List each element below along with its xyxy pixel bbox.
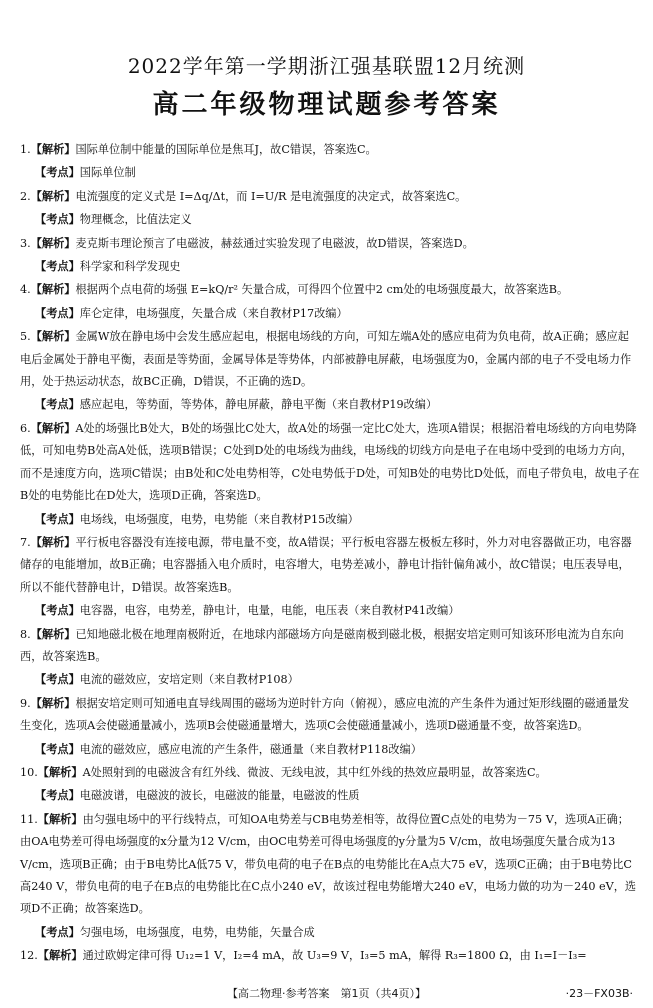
item-number: 10. xyxy=(20,765,38,779)
point-tag: 【考点】 xyxy=(35,259,80,274)
analysis-tag: 【解析】 xyxy=(30,626,76,641)
analysis-text: A处的场强比B处大，B处的场强比C处大，故A处的场强一定比C处大，选项A错误；根据沿着电场线的方向电势降低，可知电势B处高A处低，选项B错误；C处到D处的电场线为曲线，电场线的切线方向是电子在电场中受到的电场力方向，而不是速度方向，选项C错误；由B处和C处电势相等，C处电势低于D处，可知B处的电势比D处低，而电子带负电，故电子在B处的电势能比在D处大，选项D正确，答案选D。 xyxy=(20,421,640,503)
analysis-text: 金属W放在静电场中会发生感应起电，根据电场线的方向，可知左端A处的感应电荷为负电荷，故A正确；感应起电后金属处于静电平衡，表面是等势面，金属导体是等势体，内部被静电屏蔽，电场强度为0，金属内部的电子不受电场力作用，处于热运动状态，故BC正确，D错误，不正确的选D。 xyxy=(20,330,632,389)
answer-title: 高二年级物理试题参考答案 xyxy=(152,90,501,120)
analysis-tag: 【解析】 xyxy=(30,282,76,297)
point-line xyxy=(20,668,640,691)
point-text: 电流的磁效应，感应电流的产生条件，磁通量（来自教材P118改编） xyxy=(79,742,422,756)
answer-item xyxy=(20,417,640,508)
footer-code: ·23－FX03B· xyxy=(565,987,633,1000)
answer-item xyxy=(20,232,640,255)
point-tag: 【考点】 xyxy=(35,305,80,320)
answer-item xyxy=(20,944,640,967)
point-tag: 【考点】 xyxy=(35,511,80,526)
point-text: 物理概念，比值法定义 xyxy=(79,213,192,227)
item-number: 5. xyxy=(20,330,31,344)
point-text: 库仑定律，电场强度，矢量合成（来自教材P17改编） xyxy=(79,306,348,320)
point-text: 国际单位制 xyxy=(79,166,136,180)
point-line xyxy=(20,921,640,944)
answer-item xyxy=(20,531,640,599)
analysis-tag: 【解析】 xyxy=(30,329,76,344)
page-footer xyxy=(0,983,653,1003)
analysis-text: 电流强度的定义式是 I=Δq/Δt，而 I=U/R 是电流强度的决定式，故答案选C。 xyxy=(75,189,467,203)
point-tag: 【考点】 xyxy=(35,603,80,618)
item-number: 4. xyxy=(20,283,31,297)
point-text: 感应起电，等势面，等势体，静电屏蔽，静电平衡（来自教材P19改编） xyxy=(79,398,438,412)
point-text: 电场线，电场强度，电势，电势能（来自教材P15改编） xyxy=(79,512,359,526)
answer-item xyxy=(20,278,640,301)
analysis-tag: 【解析】 xyxy=(30,695,76,710)
item-number: 1. xyxy=(20,143,31,156)
point-text: 电容器，电容，电势差，静电计，电量，电能，电压表（来自教材P41改编） xyxy=(79,604,460,618)
item-number: 3. xyxy=(20,236,31,250)
exam-title: 2022学年第一学期浙江强基联盟12月统测 xyxy=(127,54,526,78)
item-number: 12. xyxy=(20,949,38,963)
point-line xyxy=(20,784,640,807)
footer-page-info: 【高二物理·参考答案 第1页（共4页）】 xyxy=(227,987,426,1000)
point-tag: 【考点】 xyxy=(35,788,80,803)
analysis-text: A处照射到的电磁波含有红外线、微波、无线电波，其中红外线的热效应最明显，故答案选C。 xyxy=(82,765,547,779)
analysis-text: 根据两个点电荷的场强 E=kQ/r² 矢量合成，可得四个位置中2 cm处的电场强度最大，故答案选B。 xyxy=(75,283,569,297)
item-number: 2. xyxy=(20,189,31,203)
analysis-text: 麦克斯韦理论预言了电磁波，赫兹通过实验发现了电磁波，故D错误，答案选D。 xyxy=(75,236,474,250)
answer-item xyxy=(20,692,640,738)
item-number: 8. xyxy=(20,627,31,641)
point-tag: 【考点】 xyxy=(35,672,80,687)
item-number: 6. xyxy=(20,421,31,435)
analysis-tag: 【解析】 xyxy=(30,420,76,435)
answer-item xyxy=(20,138,640,161)
point-text: 电流的磁效应，安培定则（来自教材P108） xyxy=(79,673,299,687)
item-number: 9. xyxy=(20,696,31,710)
point-line xyxy=(20,208,640,231)
answer-item xyxy=(20,761,640,784)
answer-item xyxy=(20,185,640,208)
point-line xyxy=(20,161,640,184)
analysis-text: 根据安培定则可知通电直导线周围的磁场为逆时针方向（俯视），感应电流的产生条件为通过矩形线圈的磁通量发生变化，选项A会使磁通量减小，选项B会使磁通量增大，选项C会使磁通量减小，选项D磁通量不变，故答案选D。 xyxy=(20,696,630,733)
analysis-tag: 【解析】 xyxy=(30,142,76,156)
answer-item xyxy=(20,808,640,921)
item-number: 11. xyxy=(20,812,38,826)
analysis-text: 已知地磁北极在地理南极附近，在地球内部磁场方向是磁南极到磁北极，根据安培定则可知该环形电流为自东向西，故答案选B。 xyxy=(20,627,624,663)
point-line xyxy=(20,738,640,761)
analysis-tag: 【解析】 xyxy=(37,948,83,963)
point-line xyxy=(20,302,640,325)
point-text: 电磁波谱，电磁波的波长，电磁波的能量，电磁波的性质 xyxy=(79,789,360,803)
analysis-text: 平行板电容器没有连接电源，带电量不变，故A错误；平行板电容器左极板左移时，外力对电容器做正功，电容器储存的电能增加，故B正确；电容器插入电介质时，电容增大，电势差减小，静电计指针偏角减小，故C错误；电压表导电，所以不能代替静电计，D错误。故答案选B。 xyxy=(20,535,632,594)
analysis-text: 由匀强电场中的平行线特点，可知OA电势差与CB电势差相等，故得位置C点处的电势为－75 V，选项A正确；由OA电势差可得电场强度的x分量为12 V/cm，由OC电势差可得电场强度的y分量为5 V/cm，故电场强度矢量合成为13 V/cm，选项B正确；由于B电势比A低75 V，带负电荷的电子在B点的电势能比在A点大75 eV，选项C正确；由于B电势比C高240 V，带负电荷的电子在B点的电势能比在C点小240 eV，故该过程电势能增大240 eV，电场力做的功为－240 eV，选项D不正确；故答案选D。 xyxy=(20,812,637,916)
point-tag: 【考点】 xyxy=(35,212,80,227)
point-line xyxy=(20,599,640,622)
point-text: 匀强电场，电场强度，电势，电势能，矢量合成 xyxy=(79,925,315,939)
point-tag: 【考点】 xyxy=(35,741,80,756)
analysis-tag: 【解析】 xyxy=(37,764,83,779)
point-tag: 【考点】 xyxy=(35,165,80,180)
analysis-text: 通过欧姆定律可得 U₁₂=1 V，I₂=4 mA，故 U₃=9 V，I₃=5 mA，解得 R₃=1800 Ω，由 I₁=I－I₃= xyxy=(82,949,587,963)
analysis-tag: 【解析】 xyxy=(30,534,76,549)
point-line xyxy=(20,393,640,416)
point-tag: 【考点】 xyxy=(35,924,80,939)
point-line xyxy=(20,255,640,278)
analysis-tag: 【解析】 xyxy=(37,811,83,826)
point-line xyxy=(20,508,640,531)
answer-item xyxy=(20,623,640,669)
analysis-tag: 【解析】 xyxy=(30,235,76,250)
point-tag: 【考点】 xyxy=(35,397,80,412)
answer-list xyxy=(20,138,640,968)
analysis-text: 国际单位制中能量的国际单位是焦耳J，故C错误，答案选C。 xyxy=(75,143,377,156)
answer-item xyxy=(20,325,640,393)
point-text: 科学家和科学发现史 xyxy=(79,260,181,274)
analysis-tag: 【解析】 xyxy=(30,188,76,203)
item-number: 7. xyxy=(20,535,31,549)
